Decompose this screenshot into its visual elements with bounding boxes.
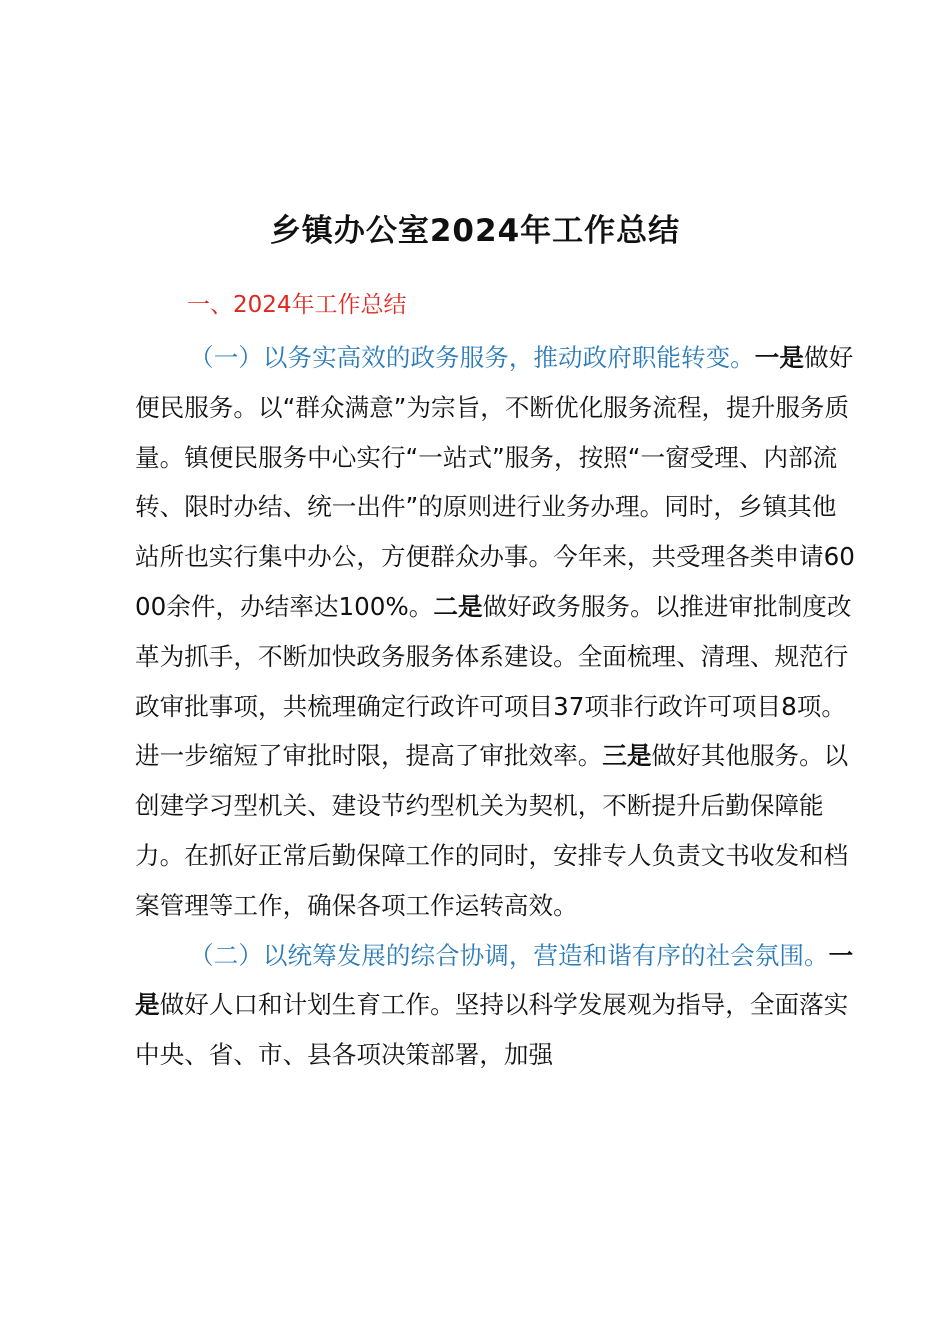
item-3-label: 三是 (602, 741, 652, 771)
document-body (135, 333, 855, 1080)
subsection-2-heading: （二）以统筹发展的综合协调，营造和谐有序的社会氛围。 (189, 940, 829, 970)
subsection-1-heading: （一）以务实高效的政务服务，推动政府职能转变。 (189, 343, 755, 372)
item-1-label: 一是 (754, 343, 804, 372)
item-2-label: 二是 (433, 591, 483, 621)
section-heading: 一、2024年工作总结 (187, 292, 407, 318)
subsection-2-item-1-label: 一是 (135, 940, 854, 1020)
item-1-text: 做好便民服务。以“群众满意”为宗旨，不断优化服务流程，提升服务质量。镇便民服务中心实行“一站式”服务，按照“一窗受理、内部流转、限时办结、统一出件”的原则进行业务办理。同时，乡镇其他站所也实行集中办公，方便群众办事。今年来，共受理各类申请6000余件，办结率达100%。 (135, 343, 855, 621)
paragraph-1 (135, 333, 855, 931)
item-3-text: 做好其他服务。以创建学习型机关、建设节约型机关为契机，不断提升后勤保障能力。在抓好正常后勤保障工作的同时，安排专人负责文书收发和档案管理等工作，确保各项工作运转高效。 (135, 741, 849, 920)
item-2-text: 做好政务服务。以推进审批制度改革为抓手，不断加快政务服务体系建设。全面梳理、清理、规范行政审批事项，共梳理确定行政许可项目37项非行政许可项目8项。进一步缩短了审批时限，提高了审批效率。 (135, 591, 852, 771)
subsection-2-item-1-text: 做好人口和计划生育工作。坚持以科学发展观为指导，全面落实中央、省、市、县各项决策部署，加强 (135, 990, 849, 1070)
paragraph-2 (135, 931, 855, 1080)
document-title: 乡镇办公室2024年工作总结 (269, 213, 681, 249)
